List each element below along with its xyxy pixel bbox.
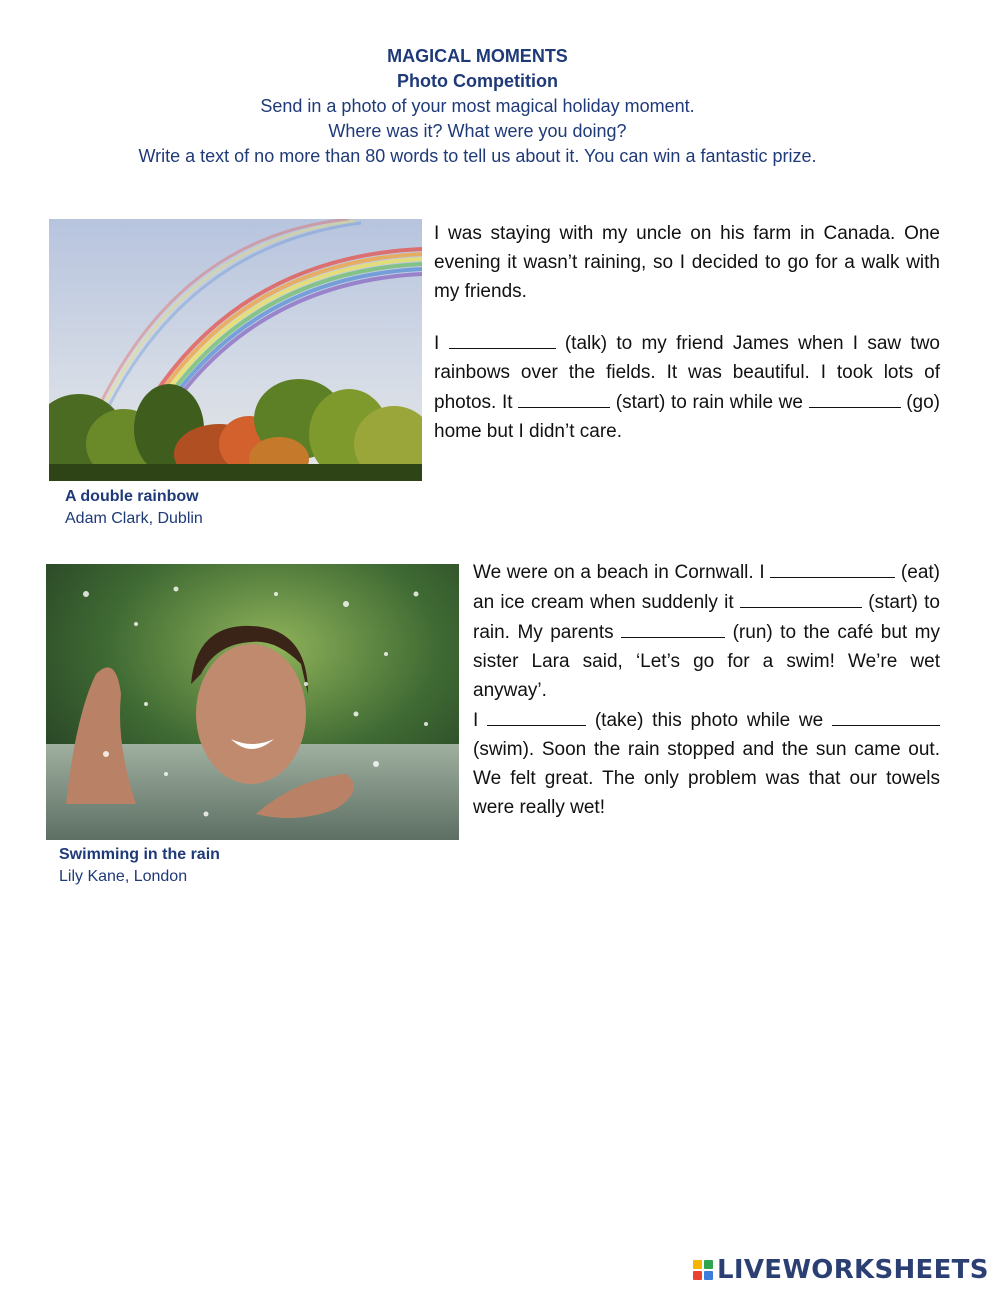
answer-blank-start[interactable] bbox=[518, 387, 610, 408]
story-swimming bbox=[473, 557, 940, 822]
swimming-in-rain-photo bbox=[46, 564, 459, 840]
logo-block bbox=[693, 1271, 702, 1280]
page-subtitle: Photo Competition bbox=[397, 71, 558, 91]
rainbow-image bbox=[49, 219, 422, 481]
intro-line-2: Where was it? What were you doing? bbox=[328, 121, 627, 141]
logo-block bbox=[693, 1260, 702, 1269]
answer-blank-take[interactable] bbox=[487, 705, 586, 726]
answer-blank-go[interactable] bbox=[809, 387, 901, 408]
answer-blank-run[interactable] bbox=[621, 617, 725, 638]
intro-line-3: Write a text of no more than 80 words to tell us about it. You can win a fantastic prize. bbox=[138, 146, 817, 166]
logo-block bbox=[704, 1260, 713, 1269]
swimming-image bbox=[46, 564, 459, 840]
caption-author: Lily Kane, London bbox=[59, 868, 188, 885]
story-text: (start) to rain. My parents bbox=[473, 592, 940, 643]
story-text: I bbox=[473, 710, 479, 731]
worksheet-header bbox=[0, 44, 955, 169]
rainbow-caption bbox=[65, 486, 203, 530]
swimming-caption bbox=[59, 844, 220, 888]
story-text: (start) to rain while we bbox=[615, 392, 803, 413]
page-title: MAGICAL MOMENTS bbox=[387, 46, 568, 66]
liveworksheets-logo bbox=[693, 1255, 989, 1285]
caption-author: Adam Clark, Dublin bbox=[65, 510, 203, 527]
story-paragraph-gaps bbox=[473, 557, 940, 705]
story-text: (run) to the café but my sister Lara said, ‘Let’s go for a swim! We’re wet anyway’. bbox=[473, 622, 941, 701]
answer-blank-talk[interactable] bbox=[449, 328, 556, 349]
liveworksheets-logo-icon bbox=[693, 1260, 713, 1280]
story-text: I bbox=[434, 333, 440, 354]
intro-line-1: Send in a photo of your most magical holiday moment. bbox=[260, 96, 695, 116]
caption-title: Swimming in the rain bbox=[59, 846, 220, 863]
answer-blank-eat[interactable] bbox=[770, 557, 895, 578]
story-text: We were on a beach in Cornwall. I bbox=[473, 562, 765, 583]
story-text: (talk) to my friend James when I saw two rainbows over the fields. It was beautiful. I took lots of photos. It bbox=[434, 333, 941, 413]
story-paragraph-gaps bbox=[473, 705, 940, 822]
story-paragraph-gaps bbox=[434, 328, 940, 446]
story-text: (eat) an ice cream when suddenly it bbox=[473, 562, 940, 613]
caption-title: A double rainbow bbox=[65, 488, 199, 505]
story-text: (swim). Soon the rain stopped and the sun came out. We felt great. The only problem was that our towels were really wet! bbox=[473, 739, 940, 818]
answer-blank-start[interactable] bbox=[740, 587, 862, 608]
rainbow-photo bbox=[49, 219, 422, 481]
answer-blank-swim[interactable] bbox=[832, 705, 940, 726]
story-rainbow bbox=[434, 219, 940, 446]
logo-text: LIVEWORKSHEETS bbox=[717, 1255, 989, 1285]
story-text: (take) this photo while we bbox=[594, 710, 824, 731]
story-text: (go) home but I didn’t care. bbox=[434, 392, 941, 442]
logo-block bbox=[704, 1271, 713, 1280]
story-paragraph: I was staying with my uncle on his farm in Canada. One evening it wasn’t raining, so I decided to go for a walk with my friends. bbox=[434, 223, 940, 302]
